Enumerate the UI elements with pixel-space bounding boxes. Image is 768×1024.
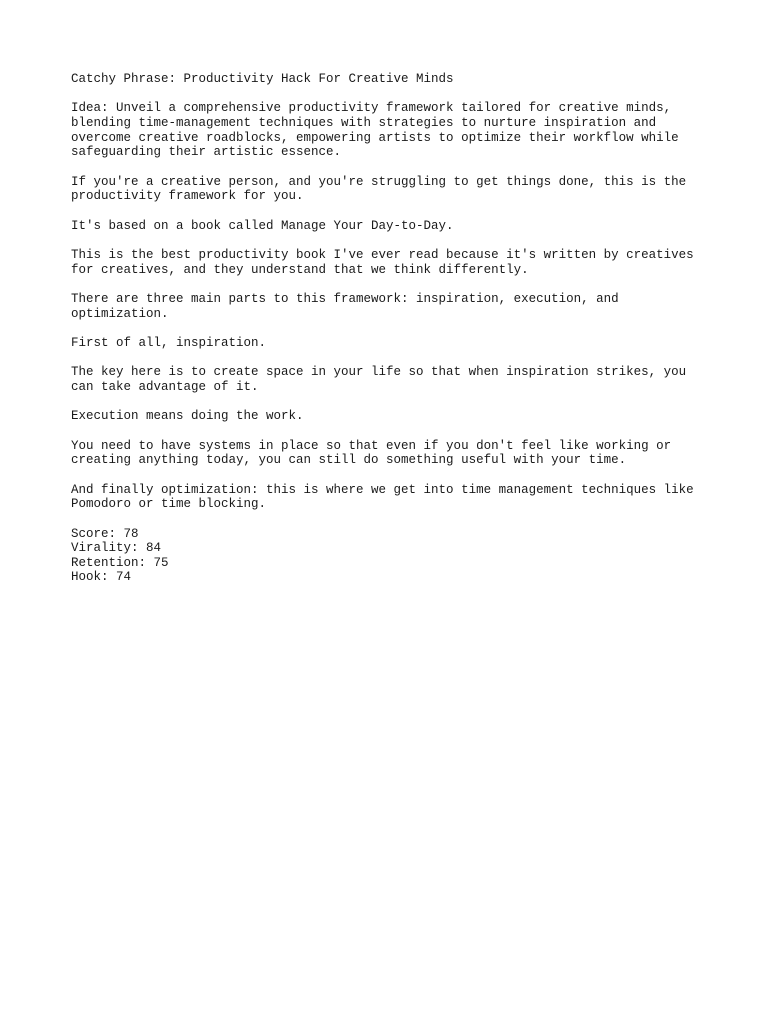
- hook-line: Hook: 74: [71, 570, 132, 585]
- body-paragraph: You need to have systems in place so that even if you don't feel like working or creating anything today, you can still do something useful with your time.: [71, 438, 672, 468]
- catchy-phrase: Catchy Phrase: Productivity Hack For Creative Minds: [71, 72, 454, 86]
- idea-paragraph: Idea: Unveil a comprehensive productivity framework tailored for creative minds, blending time-management techniques with strategies to nurture inspiration and overcome creative roadblocks, empowering artists to optimize their workflow while safeguarding their artistic essence.: [71, 101, 679, 160]
- retention-line: Retention: 75: [71, 555, 169, 570]
- body-paragraph: And finally optimization: this is where we get into time management techniques like Pomodoro or time blocking.: [71, 482, 694, 512]
- body-paragraph: First of all, inspiration.: [71, 335, 267, 350]
- document-page: [71, 72, 711, 585]
- score-line: Score: 78: [71, 526, 139, 541]
- body-paragraph: The key here is to create space in your life so that when inspiration strikes, you can take advantage of it.: [71, 365, 687, 394]
- virality-line: Virality: 84: [71, 541, 162, 556]
- body-paragraph: If you're a creative person, and you're struggling to get things done, this is the productivity framework for you.: [71, 174, 687, 204]
- body-paragraph: There are three main parts to this framework: inspiration, execution, and optimization.: [71, 291, 619, 321]
- score-block: [71, 527, 711, 585]
- body-paragraph: It's based on a book called Manage Your Day-to-Day.: [71, 218, 454, 233]
- body-paragraph: Execution means doing the work.: [71, 409, 304, 424]
- body-paragraph: This is the best productivity book I've ever read because it's written by creatives for creatives, and they understand that we think differently.: [71, 247, 694, 277]
